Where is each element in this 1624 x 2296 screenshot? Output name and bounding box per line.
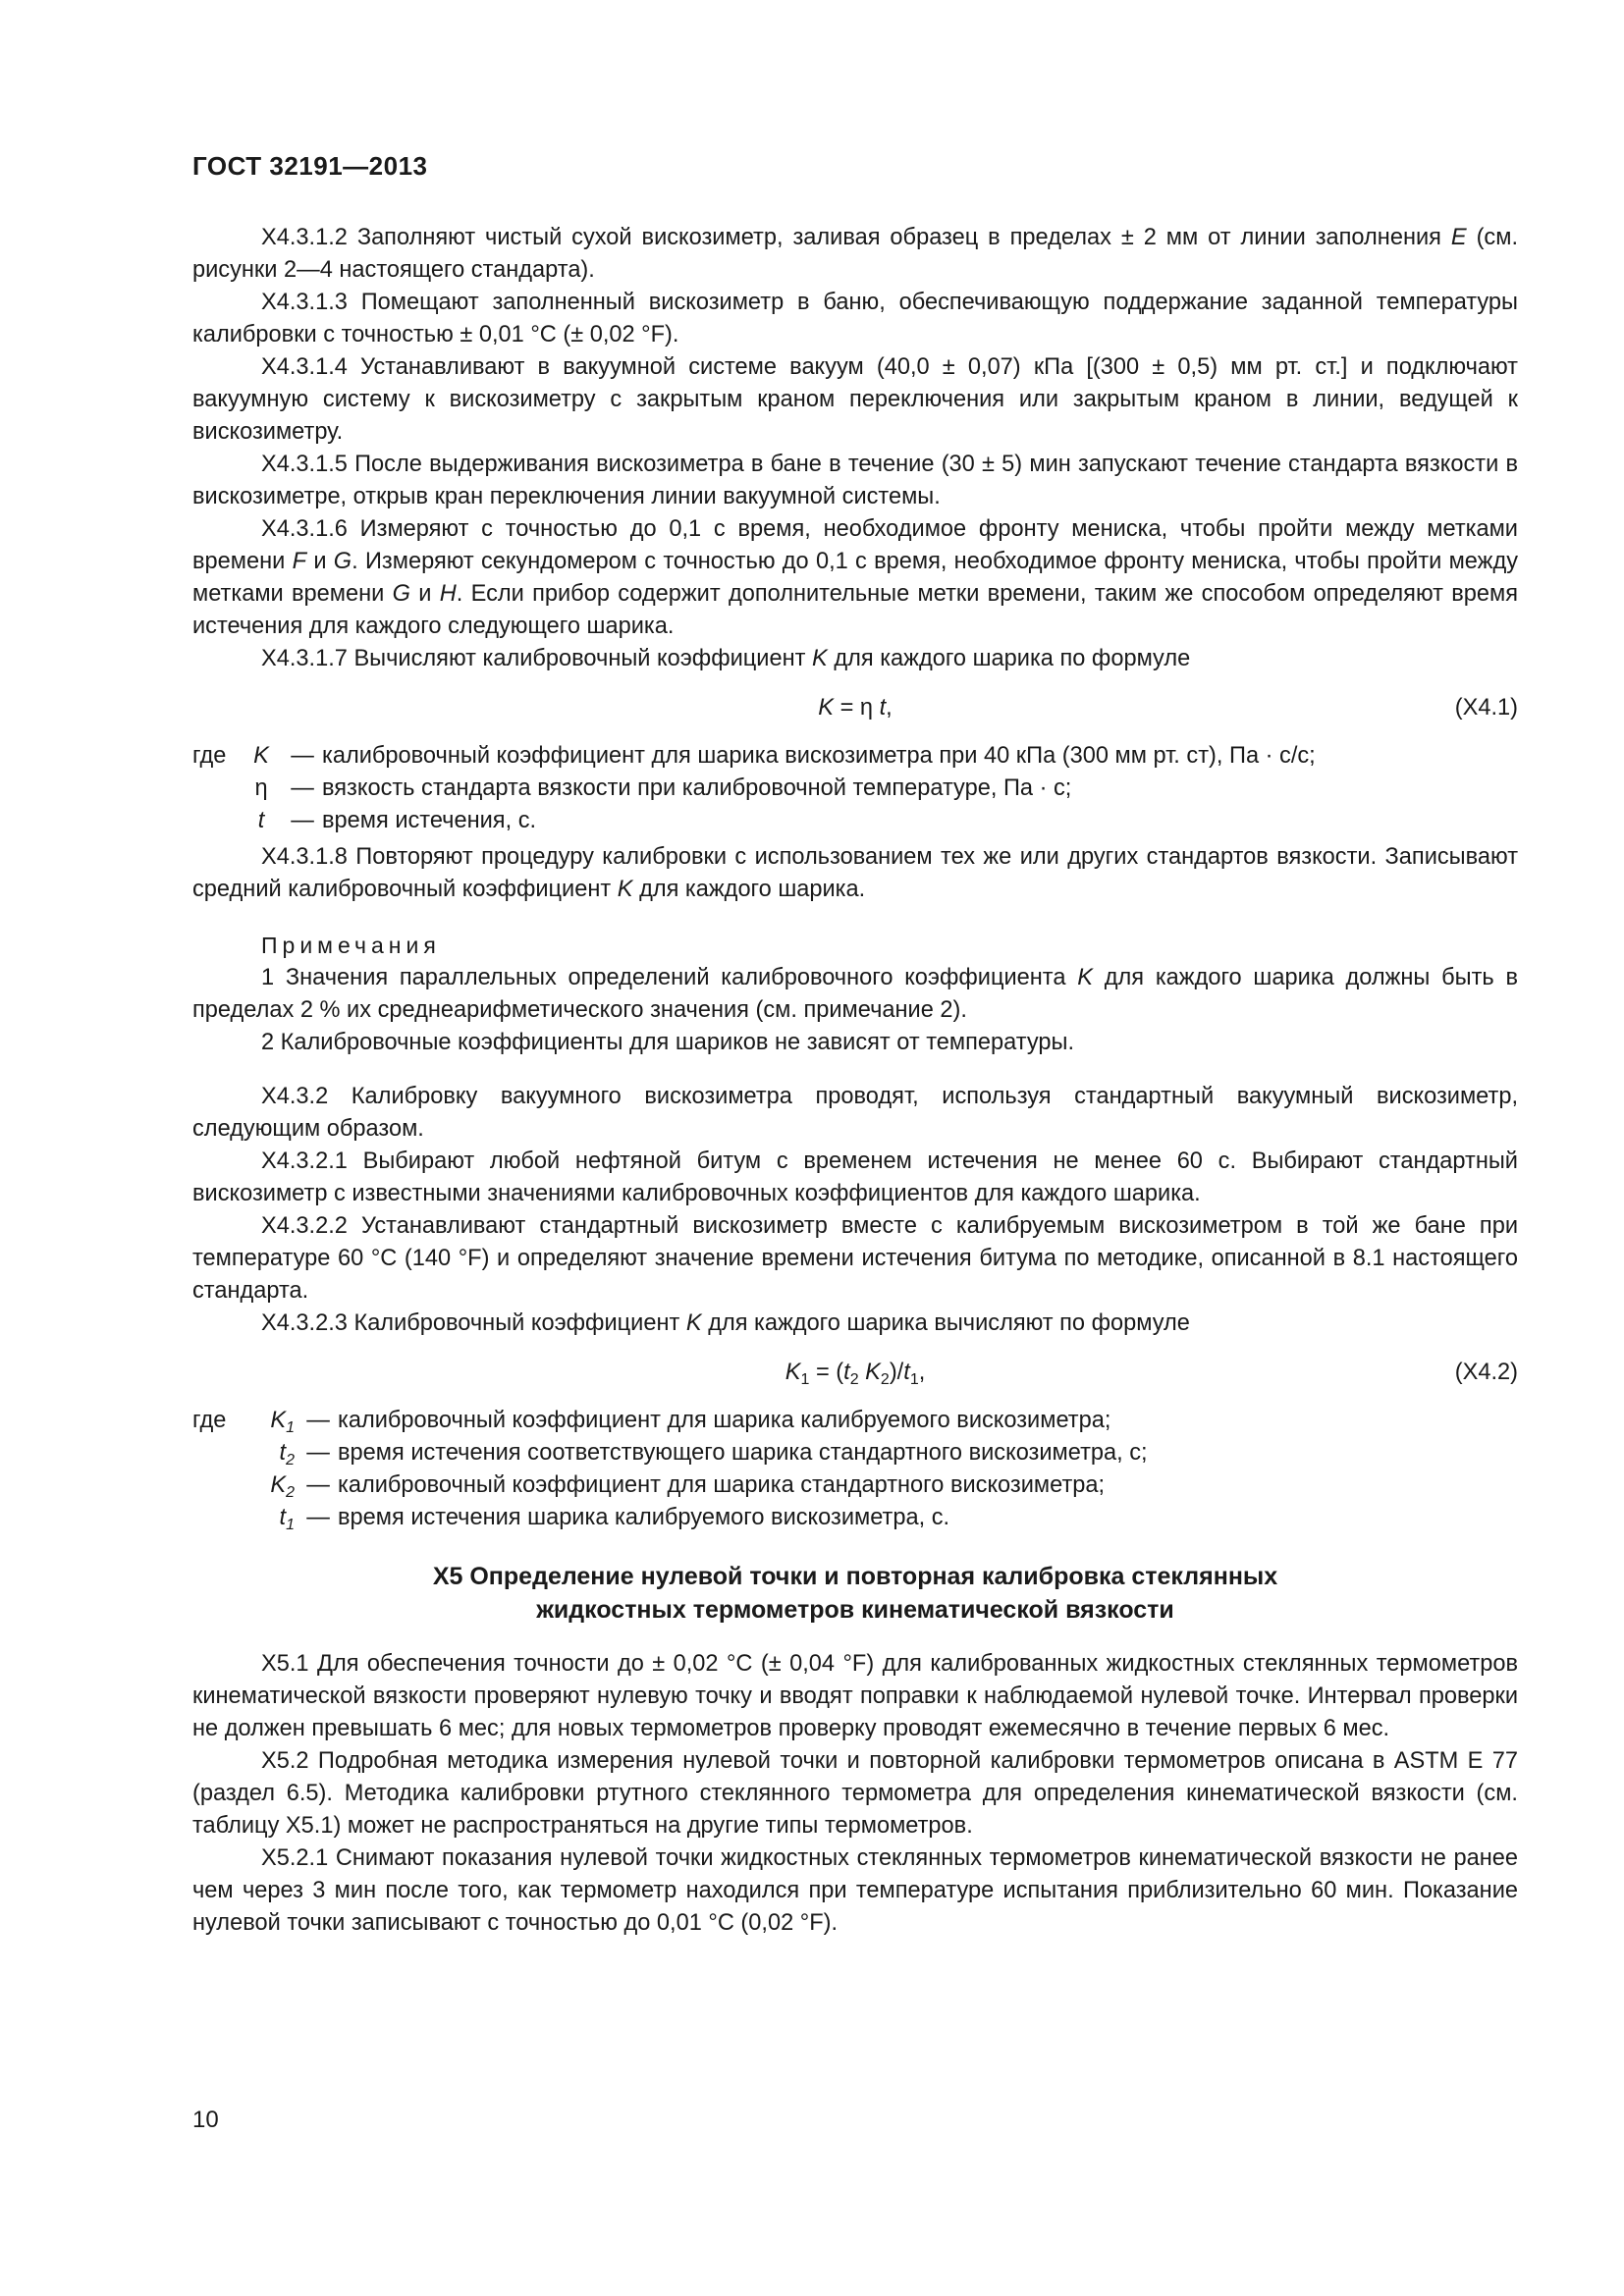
paragraph-x5-2-1: X5.2.1 Снимают показания нулевой точки жидкостных стеклянных термометров кинематической вязкости не ранее чем через 3 мин после того, как термометр находился при температуре испытания приблизительно 60 мин. Показание нулевой точки записывают с точностью до 0,01 °C (0,02 °F). [192, 1845, 1518, 1936]
formula-expression: $K_1 = (t_2$ $K_2)/t_1$, [785, 1360, 926, 1388]
formula-expression: K = η t, [818, 695, 893, 721]
document-body [192, 222, 1518, 1940]
paragraph-x4-3-1-3: X4.3.1.3 Помещают заполненный вискозиметр в баню, обеспечивающую поддержание заданной температуры калибровки с точностью ± 0,01 °C (± 0,02 °F). [192, 290, 1518, 347]
formula-x4-2 [192, 1344, 1518, 1401]
paragraph-x4-3-1-5: X4.3.1.5 После выдерживания вискозиметра в бане в течение (30 ± 5) мин запускают течение стандарта вязкости в вискозиметре, открыв кран переключения линии вакуумной системы. [192, 452, 1518, 509]
paragraph-x4-3-2: X4.3.2 Калибровку вакуумного вискозиметра проводят, используя стандартный вакуумный вискозиметр, следующим образом. [192, 1084, 1518, 1142]
definition-row: $t_2$ — время истечения соответствующего шарика стандартного вискозиметра, с; [279, 1440, 1148, 1468]
paragraph-x4-3-2-1: X4.3.2.1 Выбирают любой нефтяной битум с временем истечения не менее 60 с. Выбирают стандартный вискозиметр с известными значениями калибровочных коэффициентов для каждого шарика. [192, 1148, 1518, 1206]
document-id-header: ГОСТ 32191—2013 [192, 151, 428, 181]
definitions-list-2 [192, 1405, 1518, 1534]
paragraph-x4-3-1-4: X4.3.1.4 Устанавливают в вакуумной системе вакуум (40,0 ± 0,07) кПа [(300 ± 0,5) мм рт. ст.] и подключают вакуумную систему к вискозиметру с закрытым краном переключения или закрытым краном в линии, ведущей к вискозиметру. [192, 354, 1518, 445]
note-2: 2 Калибровочные коэффициенты для шариков не зависят от температуры. [261, 1030, 1075, 1055]
paragraph-x4-3-1-8: X4.3.1.8 Повторяют процедуру калибровки с использованием тех же или других стандартов вязкости. Записывают средний калибровочный коэффициент K для каждого шарика. [192, 844, 1518, 902]
paragraph-x4-3-2-2: X4.3.2.2 Устанавливают стандартный вискозиметр вместе с калибруемым вискозиметром в той же бане при температуре 60 °C (140 °F) и определяют значение времени истечения битума по методике, описанной в 8.1 настоящего стандарта. [192, 1213, 1518, 1304]
paragraph-x4-3-2-3: X4.3.2.3 Калибровочный коэффициент K для каждого шарика вычисляют по формуле [261, 1310, 1190, 1336]
definition-row: t — время истечения, с. [257, 808, 537, 833]
paragraph-x4-3-1-6: X4.3.1.6 Измеряют с точностью до 0,1 с время, необходимое фронту мениска, чтобы пройти между метками времени F и G. Измеряют секундомером с точностью до 0,1 с время, необходимое фронту мениска, чтобы пройти между метками времени G и H. Если прибор содержит дополнительные метки времени, таким же способом определяют время истечения для каждого следующего шарика. [192, 516, 1519, 639]
paragraph-x4-3-1-7: X4.3.1.7 Вычисляют калибровочный коэффициент K для каждого шарика по формуле [261, 646, 1191, 671]
page-number: 10 [192, 2107, 219, 2133]
section-heading-x5: X5 Определение нулевой точки и повторная калибровка стеклянных жидкостных термометров кинематической вязкости [432, 1563, 1278, 1624]
definition-row: $K_2$ — калибровочный коэффициент для шарика стандартного вискозиметра; [270, 1472, 1106, 1501]
definition-row: где K — калибровочный коэффициент для шарика вискозиметра при 40 кПа (300 мм рт. ст), Па · с/с; [192, 743, 1316, 769]
definition-row: где $K_1$ — калибровочный коэффициент для шарика калибруемого вискозиметра; [192, 1408, 1111, 1436]
paragraph-x5-2: X5.2 Подробная методика измерения нулевой точки и повторной калибровки термометров описана в ASTM E 77 (раздел 6.5). Методика калибровки ртутного стеклянного термометра для определения кинематической вязкости (см. таблицу X5.1) может не распространяться на другие типы термометров. [192, 1748, 1518, 1839]
formula-number: (X4.2) [1454, 1360, 1518, 1385]
definition-row: $t_1$ — время истечения шарика калибруемого вискозиметра, с. [279, 1505, 950, 1533]
note-1: 1 Значения параллельных определений калибровочного коэффициента K для каждого шарика должны быть в пределах 2 % их среднеарифметического значения (см. примечание 2). [192, 965, 1519, 1023]
paragraph-x5-1: X5.1 Для обеспечения точности до ± 0,02 °C (± 0,04 °F) для калиброванных жидкостных стеклянных термометров кинематической вязкости проверяют нулевую точку и вводят поправки к наблюдаемой нулевой точке. Интервал проверки не должен превышать 6 мес; для новых термометров проверку проводят ежемесячно в течение первых 6 мес. [192, 1651, 1518, 1741]
definitions-list-1 [192, 740, 1518, 837]
formula-number: (X4.1) [1454, 695, 1518, 721]
formula-x4-1 [192, 679, 1518, 736]
paragraph-x4-3-1-2: X4.3.1.2 Заполняют чистый сухой вискозиметр, заливая образец в пределах ± 2 мм от линии заполнения E (см. рисунки 2—4 настоящего стандарта). [192, 225, 1519, 283]
notes-heading: Примечания [261, 933, 441, 958]
definition-row: η — вязкость стандарта вязкости при калибровочной температуре, Па · с; [254, 775, 1072, 801]
